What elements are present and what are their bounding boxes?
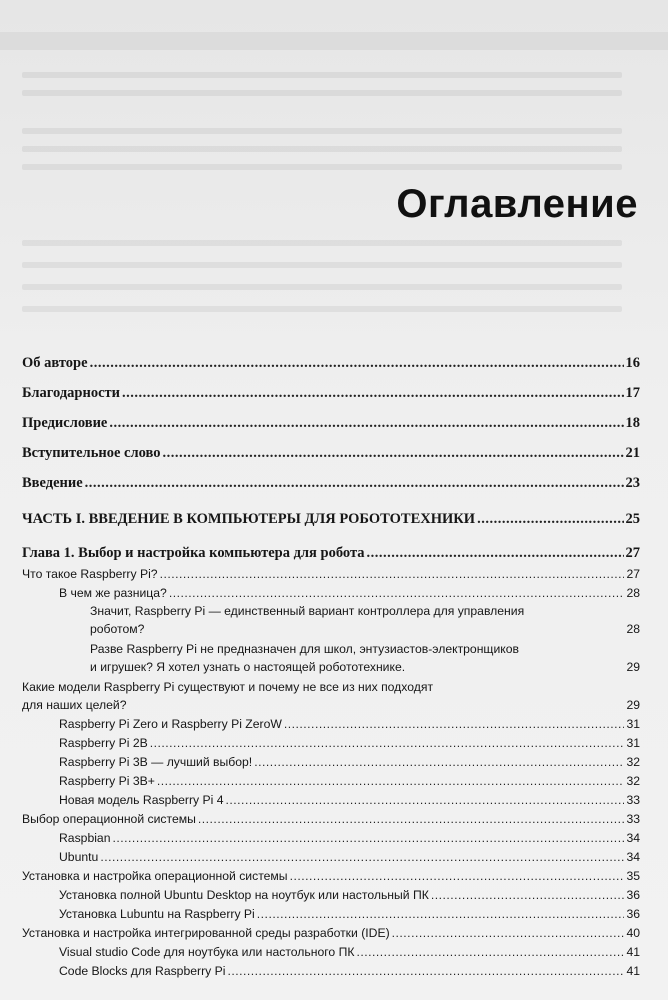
entry-page: 41 (626, 963, 640, 978)
entry-title: Вступительное слово (22, 444, 161, 461)
bleed-through-text (22, 128, 622, 134)
bleed-through-text (22, 262, 622, 268)
toc-entry-what-is-rpi[interactable] (22, 564, 640, 583)
entry-page: 40 (626, 925, 640, 940)
entry-page: 17 (625, 384, 640, 401)
entry-title: Raspbian (59, 830, 111, 845)
toc-entry-acknowledgements[interactable] (22, 378, 640, 408)
entry-title: Raspberry Pi Zero и Raspberry Pi ZeroW (59, 716, 282, 731)
toc-entry-pi-4[interactable] (22, 790, 640, 809)
entry-title: ЧАСТЬ I. ВВЕДЕНИЕ В КОМПЬЮТЕРЫ ДЛЯ РОБОТОТЕХНИКИ (22, 510, 476, 527)
bleed-through-text (22, 72, 622, 78)
entry-page: 33 (626, 811, 640, 826)
bleed-through-text (22, 306, 622, 312)
toc-entry-about-author[interactable] (22, 348, 640, 378)
entry-title-line2: роботом? (90, 622, 145, 636)
table-of-contents (22, 348, 640, 980)
entry-title: Установка Lubuntu на Raspberry Pi (59, 906, 255, 921)
entry-title: Code Blocks для Raspberry Pi (59, 963, 226, 978)
entry-title-line1: Значит, Raspberry Pi — единственный вариант контроллера для управления (90, 604, 525, 618)
bleed-through-text (22, 284, 622, 290)
toc-entry-install-ide[interactable] (22, 923, 640, 942)
entry-page: 36 (626, 887, 640, 902)
entry-title: Ubuntu (59, 849, 99, 864)
entry-page: 31 (626, 735, 640, 750)
toc-entry-part-1[interactable] (22, 504, 640, 534)
toc-entry-ubuntu[interactable] (22, 847, 640, 866)
toc-entry-codeblocks[interactable] (22, 961, 640, 980)
entry-title: Установка и настройка операционной системы (22, 868, 288, 883)
entry-page: 33 (626, 792, 640, 807)
bleed-through-text (22, 240, 622, 246)
entry-title: Raspberry Pi 3B — лучший выбор! (59, 754, 253, 769)
entry-title: Установка и настройка интегрированной среды разработки (IDE) (22, 925, 390, 940)
toc-entry-only-option[interactable] (22, 602, 640, 638)
entry-title: В чем же разница? (59, 585, 167, 600)
toc-entry-introduction[interactable] (22, 468, 640, 498)
entry-page: 28 (626, 622, 640, 636)
toc-entry-pi-zero[interactable] (22, 714, 640, 733)
entry-title: Выбор операционной системы (22, 811, 196, 826)
bleed-through-text (22, 90, 622, 96)
toc-entry-foreword[interactable] (22, 438, 640, 468)
toc-entry-difference[interactable] (22, 583, 640, 602)
entry-page: 21 (625, 444, 640, 461)
toc-entry-pi-3b-plus[interactable] (22, 771, 640, 790)
entry-title-line1: Какие модели Raspberry Pi существуют и почему не все из них подходят (22, 680, 434, 694)
entry-page: 23 (625, 474, 640, 491)
entry-title: Установка полной Ubuntu Desktop на ноутбук или настольный ПК (59, 887, 429, 902)
entry-title: Об авторе (22, 354, 88, 371)
toc-entry-pi-2b[interactable] (22, 733, 640, 752)
entry-page: 29 (626, 698, 640, 712)
entry-page: 34 (626, 830, 640, 845)
entry-page: 31 (626, 716, 640, 731)
entry-title-line1: Разве Raspberry Pi не предназначен для школ, энтузиастов-электронщиков (90, 642, 519, 656)
toc-entry-vscode[interactable] (22, 942, 640, 961)
entry-page: 25 (625, 510, 640, 527)
entry-page: 41 (626, 944, 640, 959)
toc-entry-install-os[interactable] (22, 866, 640, 885)
toc-entry-chapter-1[interactable] (22, 542, 640, 564)
entry-title: Введение (22, 474, 83, 491)
entry-page: 34 (626, 849, 640, 864)
entry-title: Visual studio Code для ноутбука или настольного ПК (59, 944, 355, 959)
toc-entry-choose-os[interactable] (22, 809, 640, 828)
entry-page: 27 (626, 566, 640, 581)
bleed-through-text (22, 146, 622, 152)
entry-page: 29 (626, 660, 640, 674)
toc-entry-raspbian[interactable] (22, 828, 640, 847)
toc-entry-preface[interactable] (22, 408, 640, 438)
entry-page: 18 (625, 414, 640, 431)
entry-title: Глава 1. Выбор и настройка компьютера для робота (22, 544, 365, 561)
entry-title: Raspberry Pi 3B+ (59, 773, 155, 788)
toc-entry-for-schools[interactable] (22, 640, 640, 676)
bleed-through-header (0, 32, 668, 50)
page-title: Оглавление (396, 182, 638, 226)
entry-page: 16 (625, 354, 640, 371)
bleed-through-text (22, 164, 622, 170)
toc-entry-ubuntu-desktop[interactable] (22, 885, 640, 904)
entry-title: Raspberry Pi 2B (59, 735, 148, 750)
entry-title: Новая модель Raspberry Pi 4 (59, 792, 224, 807)
toc-entry-which-models[interactable] (22, 678, 640, 714)
entry-title: Предисловие (22, 414, 108, 431)
entry-page: 32 (626, 754, 640, 769)
entry-page: 27 (625, 544, 640, 561)
entry-page: 36 (626, 906, 640, 921)
entry-title: Что такое Raspberry Pi? (22, 566, 158, 581)
entry-page: 35 (626, 868, 640, 883)
toc-entry-lubuntu[interactable] (22, 904, 640, 923)
entry-page: 32 (626, 773, 640, 788)
entry-title-line2: и игрушек? Я хотел узнать о настоящей робототехнике. (90, 660, 406, 674)
toc-entry-pi-3b[interactable] (22, 752, 640, 771)
entry-title: Благодарности (22, 384, 121, 401)
entry-page: 28 (626, 585, 640, 600)
entry-title-line2: для наших целей? (22, 698, 127, 712)
